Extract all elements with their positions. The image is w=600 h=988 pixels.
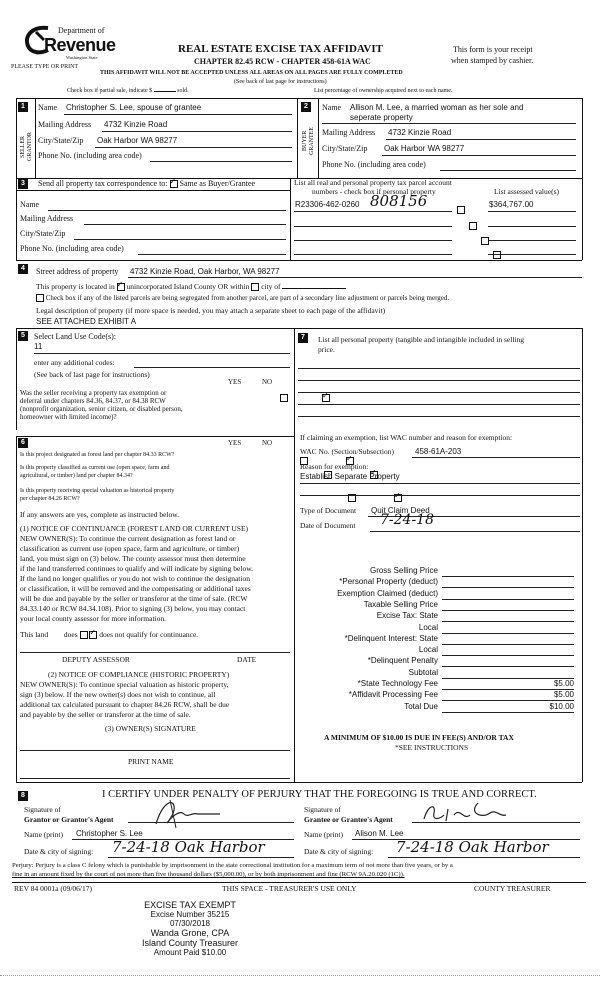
receipt-note-2: when stamped by cashier. [451, 56, 534, 65]
grantee-date-city: 7-24-18 Oak Harbor [396, 838, 549, 856]
segregated-checkbox[interactable] [36, 294, 44, 302]
reason-label: Reason for exemption: [300, 462, 369, 471]
continuance-line: This land does ✓ does not qualify for continuance. [20, 630, 198, 639]
personal-property-a: List all personal property (tangible and intangible included in selling [318, 335, 524, 344]
street-label: Street address of property [36, 267, 119, 276]
section-2-number: 2 [301, 102, 311, 112]
wac-label: WAC No. (Section/Subsection) [300, 447, 394, 456]
s6-q3-b: per chapter 84.26 RCW? [20, 496, 80, 502]
land-use-value: 11 [34, 342, 43, 351]
print-name-label: PRINT NAME [128, 757, 174, 766]
s6-cont-6: If the land no longer qualifies or you do not wish to continue the designation [20, 574, 250, 583]
fee-label: Taxable Selling Price [363, 600, 438, 609]
unincorporated-checkbox[interactable] [117, 283, 125, 291]
buyer-grantee-label: BUYER GRANTEE [302, 127, 315, 155]
warning-text: THIS AFFIDAVIT WILL NOT BE ACCEPTED UNLESS ALL AREAS ON ALL PAGES ARE FULLY COMPLETED [100, 70, 403, 76]
s2-name-label: Name [322, 103, 342, 112]
fee-label: Local [418, 645, 438, 654]
section-1-number: 1 [18, 102, 28, 112]
logo-state-line: Washington State [66, 55, 98, 60]
s6-cont-7: or classification, it will be removed and the compensating or additional taxes [20, 584, 251, 593]
section-4-number: 4 [18, 264, 28, 274]
rev-number: REV 84 0001a (09/06/17) [14, 884, 92, 893]
assessed-value: $364,767.00 [489, 200, 534, 209]
fee-label: Subtotal [408, 668, 438, 677]
s5-q1-yes-checkbox[interactable] [280, 394, 288, 402]
s6-cont-5: if the land transferred continues to qualify and will indicate by signing below. [20, 564, 253, 573]
s5-q1-c: (nonprofit organization, senior citizen, or disabled person, [20, 405, 183, 413]
grantor-name-print: Christopher S. Lee [76, 829, 143, 838]
wac-value: 458-61A-203 [415, 447, 462, 456]
doc-date-value: 7-24-18 [380, 512, 434, 528]
treasurer-space: THIS SPACE - TREASURER'S USE ONLY [222, 884, 357, 893]
grantor-agent-label: Grantor or Grantor's Agent [24, 815, 114, 824]
seller-grantor-label: SELLER GRANTOR [20, 132, 33, 162]
s5-q1-a: Was the seller receiving a property tax exemption or [20, 389, 167, 397]
please-type: PLEASE TYPE OR PRINT [11, 64, 79, 70]
s6-cont-9: 84.33.140 or RCW 84.34.108). Prior to signing (3) below, you may contact [20, 604, 246, 613]
s6-if-yes: If any answers are yes, complete as instructed below. [20, 510, 180, 519]
s2-mailing-label: Mailing Address [322, 128, 376, 137]
s6-cont-2: NEW OWNER(S): To continue the current designation as forest land or [20, 534, 236, 543]
s6-q2-a: Is this property classified as current use (open space, farm and [20, 465, 170, 471]
personal-property-b: price. [318, 345, 335, 354]
segregated-line: Check box if any of the listed parcels are being segregated from another parcel, are part of a secondary line adjustment or parcels being merged. [36, 294, 449, 302]
section-7-number: 7 [298, 333, 308, 343]
s1-city-label: City/State/Zip [38, 136, 84, 145]
s5-q1-no-checkbox[interactable] [322, 394, 330, 402]
buyer-name-value: Allison M. Lee, a married woman as her sole and [350, 103, 524, 112]
s6-q2-b: agricultural, or timber) land per chapter 84.34? [20, 473, 133, 479]
fee-label: Local [418, 623, 438, 632]
s6-cont-1: (1) NOTICE OF CONTINUANCE (FOREST LAND OR CURRENT USE) [20, 524, 249, 533]
certify-statement: I CERTIFY UNDER PENALTY OF PERJURY THAT THE FOREGOING IS TRUE AND CORRECT. [102, 789, 537, 800]
grantee-agent-label: Grantee or Grantee's Agent [304, 815, 393, 824]
deputy-assessor-label: DEPUTY ASSESSOR [62, 655, 130, 664]
s6-cont-10: your local county assessor for more information. [20, 614, 167, 623]
s5-q1-d: homeowner with limited income)? [20, 413, 117, 421]
legal-value: SEE ATTACHED EXHIBIT A [36, 317, 137, 326]
within-city-checkbox[interactable] [251, 283, 259, 291]
s3-city-label: City/State/Zip [20, 229, 66, 238]
buyer-mailing-value: 4732 Kinzie Road [388, 128, 452, 137]
form-chapter: CHAPTER 82.45 RCW - CHAPTER 458-61A WAC [194, 57, 371, 66]
stamp-line-6: Amount Paid $10.00 [153, 948, 227, 957]
minimum-note: A MINIMUM OF $10.00 IS DUE IN FEE(S) AND/OR TAX [324, 733, 514, 742]
fee-label: Total Due [404, 702, 438, 711]
logo-word: Revenue [44, 35, 116, 55]
s3-phone-label: Phone No. (including area code) [20, 244, 124, 253]
fee-label: Exemption Claimed (deduct) [337, 589, 438, 598]
stamp-line-3: 07/30/2018 [169, 919, 211, 928]
section-8-number: 8 [18, 791, 28, 801]
parcel-2-personal-checkbox[interactable] [469, 222, 477, 230]
s6-q1: Is this project designated as forest land per chapter 84.33 RCW? [20, 452, 175, 458]
form-title: REAL ESTATE EXCISE TAX AFFIDAVIT [178, 43, 383, 55]
land-use-label: Select Land Use Code(s): [34, 332, 116, 341]
s3-name-label: Name [20, 200, 40, 209]
s6-q3-a: Is this property receiving special valuation as historical property [20, 488, 175, 494]
additional-codes-label: enter any additional codes: [34, 358, 115, 367]
grantee-name-print-label: Name (print) [304, 830, 343, 839]
perjury-line-2: fine in an amount fixed by the court of not more than five thousand dollars ($5,000.00), or by both imprisonment and fine (RCW 9A.20.020 (1C)). [12, 871, 405, 878]
seller-name-value: Christopher S. Lee, spouse of grantee [66, 103, 202, 112]
logo-dept-line: Department of [58, 26, 105, 35]
grantor-sig-of: Signature of [24, 805, 61, 814]
same-as-buyer-checkbox[interactable] [170, 180, 178, 188]
legal-label: Legal description of property (if more space is needed, you may attach a separate sheet to each page of the affidavit) [36, 306, 386, 315]
partial-sale-text: Check box if partial sale, indicate $ sold. [67, 88, 189, 94]
receipt-note-1: This form is your receipt [453, 45, 533, 54]
fee-label: Gross Selling Price [369, 566, 438, 575]
located-line: This property is located in ✓ unincorporated Island County OR within city of [36, 282, 346, 291]
grantee-sig-of: Signature of [304, 805, 341, 814]
grantee-name-print: Alison M. Lee [355, 829, 404, 838]
s5-no-header: NO [262, 378, 273, 386]
parcel-number-value: R23306-462-0260 [295, 200, 360, 209]
s6-comp-5: and payable by the seller or transferor at the time of sale. [20, 710, 191, 719]
s2-phone-label: Phone No. (including area code) [322, 160, 426, 169]
buyer-name-value-2: seperate property [350, 113, 413, 122]
send-correspondence: Send all property tax correspondence to: ✓ Same as Buyer/Grantee [38, 179, 255, 188]
fee-label: *Delinquent Penalty [367, 656, 438, 665]
buyer-city-value: Oak Harbor WA 98277 [384, 144, 465, 153]
grantee-signature-icon [420, 797, 510, 829]
s6-comp-2: NEW OWNER(S): To continue special valuation as historic property, [20, 680, 229, 689]
stamp-line-5: Island County Treasurer [141, 938, 239, 948]
see-instructions: *SEE INSTRUCTIONS [395, 743, 469, 752]
s1-mailing-label: Mailing Address [38, 120, 92, 129]
s6-yes-header: YES [228, 439, 242, 447]
parcel-4-personal-checkbox[interactable] [493, 251, 501, 259]
s3-mailing-label: Mailing Address [20, 214, 74, 223]
grantor-date-city: 7-24-18 Oak Harbor [112, 838, 265, 856]
s5-yes-header: YES [228, 378, 242, 386]
grantee-date-city-label: Date & city of signing: [304, 847, 374, 856]
parcel-header-2: numbers - check box if personal property [312, 187, 436, 196]
s6-cont-4: land, you must sign on (3) below. The county assessor must then determine [20, 554, 246, 563]
assessed-header: List assessed value(s) [494, 187, 559, 196]
parcel-1-personal-checkbox[interactable] [457, 206, 465, 214]
s6-comp-3: sign (3) below. If the new owner(s) does not wish to continue, all [20, 690, 216, 699]
street-value: 4732 Kinzie Road, Oak Harbor, WA 98277 [130, 267, 280, 276]
does-not-qualify-checkbox[interactable] [89, 631, 97, 639]
exempt-label: If claiming an exemption, list WAC number and reason for exemption: [300, 433, 513, 442]
fee-label: *Personal Property (deduct) [339, 577, 438, 586]
s5-q1-b: deferral under chapters 84.36, 84.37, or 84.38 RCW [20, 397, 166, 405]
fee-label: *Affidavit Processing Fee [348, 690, 438, 699]
s6-cont-8: will be due and payable by the seller or transferor at the time of sale. (RCW [20, 594, 248, 603]
s6-no-header: NO [262, 439, 273, 447]
parcel-header-1: List all real and personal property tax parcel account [294, 178, 452, 187]
percentage-note: List percentage of ownership acquired next to each name. [314, 88, 453, 94]
section-3-number: 3 [18, 179, 28, 189]
stamp-line-4: Wanda Grone, CPA [150, 928, 230, 938]
fee-value: $5.00 [553, 679, 574, 688]
fee-value: $5.00 [553, 690, 574, 699]
fee-label: *Delinquent Interest: State [344, 634, 438, 643]
does-qualify-checkbox[interactable] [80, 631, 88, 639]
doc-date-label: Date of Document [300, 521, 356, 530]
fee-label: *State Technology Fee [357, 679, 438, 688]
parcel-3-personal-checkbox[interactable] [481, 237, 489, 245]
s1-phone-label: Phone No. (including area code) [38, 151, 142, 160]
stamp-line-1: EXCISE TAX EXEMPT [144, 900, 236, 910]
grantor-name-print-label: Name (print) [24, 830, 63, 839]
county-treasurer: COUNTY TREASURER [474, 884, 551, 893]
doc-type-value: Quit Claim Deed [371, 506, 430, 515]
seller-city-value: Oak Harbor WA 98277 [97, 136, 178, 145]
owner-signature-label: (3) OWNER(S) SIGNATURE [105, 724, 196, 733]
s6-cont-3: classification as current use (open space, farm and agriculture, or timber) [20, 544, 240, 553]
doc-type-label: Type of Document [300, 506, 357, 515]
treasurer-stamp [110, 900, 270, 957]
see-back-top: (See back of last page for instructions) [234, 79, 327, 85]
section-6-number: 6 [18, 438, 28, 448]
s6-comp-1: (2) NOTICE OF COMPLIANCE (HISTORIC PROPERTY) [48, 670, 230, 679]
s6-date-label: DATE [237, 655, 257, 664]
fee-value: $10.00 [549, 702, 574, 711]
grantor-signature-icon [150, 796, 230, 830]
perjury-line-1: Perjury: Perjury is a class C felony which is punishable by imprisonment in the state correctional institution for a maximum term of not more than five years, or by a [12, 862, 453, 869]
grantor-date-city-label: Date & city of signing: [24, 847, 94, 856]
seller-mailing-value: 4732 Kinzie Road [104, 120, 168, 129]
section-5-number: 5 [18, 331, 28, 341]
fee-label: Excise Tax: State [376, 611, 438, 620]
stamp-line-2: Excise Number 35215 [150, 910, 230, 919]
parcel-handwritten: 808156 [370, 192, 428, 210]
s6-comp-4: additional tax calculated pursuant to chapter 84.26 RCW, shall be due [20, 700, 230, 709]
s1-name-label: Name [38, 103, 58, 112]
s2-city-label: City/State/Zip [322, 144, 368, 153]
reason-value: Establish Separate Property [300, 472, 400, 481]
s5-see-back: (See back of last page for instructions) [34, 370, 150, 379]
